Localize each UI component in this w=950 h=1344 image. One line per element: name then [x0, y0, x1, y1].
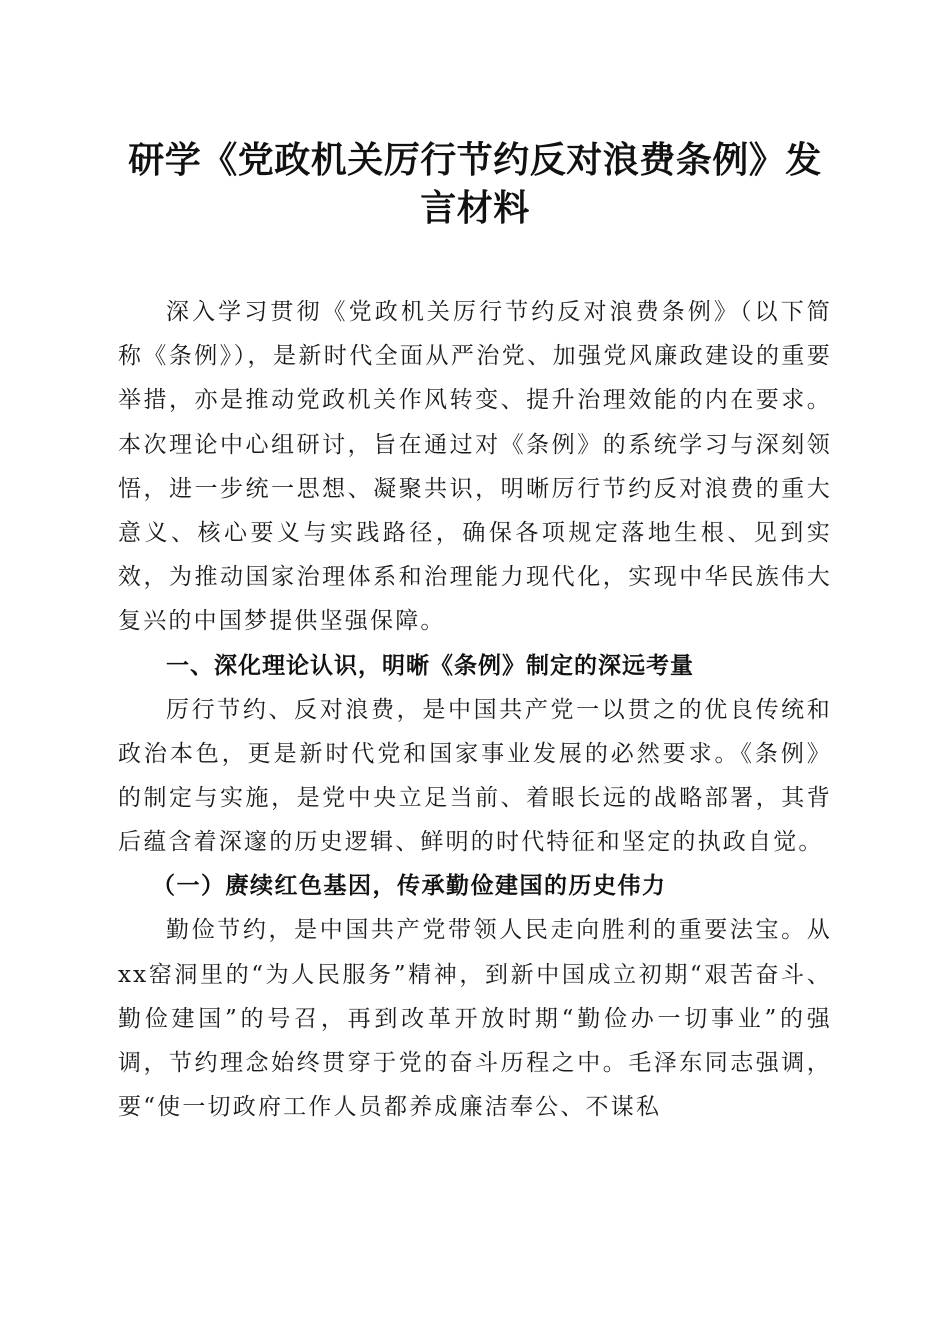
intro-paragraph: 深入学习贯彻《党政机关厉行节约反对浪费条例》（以下简称《条例》），是新时代全面从严治党、加强党风廉政建设的重要举措，亦是推动党政机关作风转变、提升治理效能的内在要求。本次理论中心组研讨，旨在通过对《条例》的系统学习与深刻领悟，进一步统一思想、凝聚共识，明晰厉行节约反对浪费的重大意义、核心要义与实践路径，确保各项规定落地生根、见到实效，为推动国家治理体系和治理能力现代化，实现中华民族伟大复兴的中国梦提供坚强保障。 — [118, 299, 832, 635]
subsection-1-paragraph: 勤俭节约，是中国共产党带领人民走向胜利的重要法宝。从xx窑洞里的“为人民服务”精神，到新中国成立初期“艰苦奋斗、勤俭建国”的号召，再到改革开放时期“勤俭办一切事业”的强调，节约理念始终贯穿于党的奋斗历程之中。毛泽东同志强调，要“使一切政府工作人员都养成廉洁奉公、不谋私 — [118, 917, 832, 1121]
document-page — [118, 0, 832, 1129]
document-title: 研学《党政机关厉行节约反对浪费条例》发言材料 — [128, 139, 822, 229]
subsection-1-heading: （一）赓续红色基因，传承勤俭建国的历史伟力 — [152, 872, 667, 900]
section-1-heading: 一、深化理论认识，明晰《条例》制定的深远考量 — [166, 652, 694, 679]
section-1-paragraph: 厉行节约、反对浪费，是中国共产党一以贯之的优良传统和政治本色，更是新时代党和国家事业发展的必然要求。《条例》的制定与实施，是党中央立足当前、着眼长远的战略部署，其背后蕴含着深邃的历史逻辑、鲜明的时代特征和坚定的执政自觉。 — [118, 696, 832, 856]
